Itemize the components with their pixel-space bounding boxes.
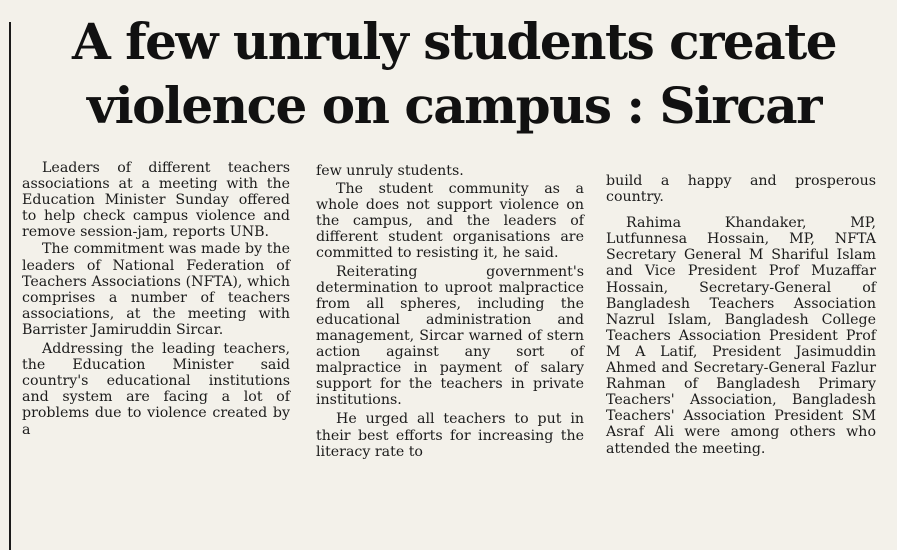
paragraph: He urged all teachers to put in their best efforts for increasing the literacy rate to [316, 411, 584, 460]
paragraph: few unruly students. [316, 163, 464, 179]
paragraph: The commitment was made by the leaders of National Federation of Teachers Associations (NFTA), which comprises a number of teachers associations, at the meeting with Barrister Jamiruddin Sircar. [22, 241, 290, 338]
headline-line-1: A few unruly students create [71, 12, 837, 71]
article-column-2 [316, 163, 584, 460]
paragraph: Leaders of different teachers associations at a meeting with the Education Minister Sunday offered to help check campus violence and remove session-jam, reports UNB. [22, 160, 290, 241]
paragraph: Reiterating government's determination to uproot malpractice from all spheres, including the educational administration and management, Sircar warned of stern action against any sort of malpractice in payment of salary support for the teachers in private institutions. [316, 263, 584, 409]
paragraph: The student community as a whole does not support violence on the campus, and the leaders of different student organisations are committed to resisting it, he said. [316, 181, 584, 262]
paragraph: build a happy and prosperous country. [606, 173, 876, 206]
headline [14, 10, 894, 138]
article-column-3 [606, 173, 876, 457]
paragraph: Rahima Khandaker, MP, Lutfunnesa Hossain, MP, NFTA Secretary General M Shariful Islam and Vice President Prof Muzaffar Hossain, Secretary-General of Bangladesh Teachers Association Nazrul Islam, Bangladesh College Teachers Association President Prof M A Latif, President Jasimuddin Ahmed and Secretary-General Fazlur Rahman of Bangladesh Primary Teachers' Association, Bangladesh Teachers' Association President SM Asraf Ali were among others who attended the meeting. [606, 215, 876, 457]
headline-line-2: violence on campus : Sircar [87, 76, 821, 135]
article-column-1 [22, 160, 290, 438]
paragraph: Addressing the leading teachers, the Education Minister said country's educational institutions and system are facing a lot of problems due to violence created by a [22, 341, 290, 438]
column-rule [9, 22, 11, 550]
